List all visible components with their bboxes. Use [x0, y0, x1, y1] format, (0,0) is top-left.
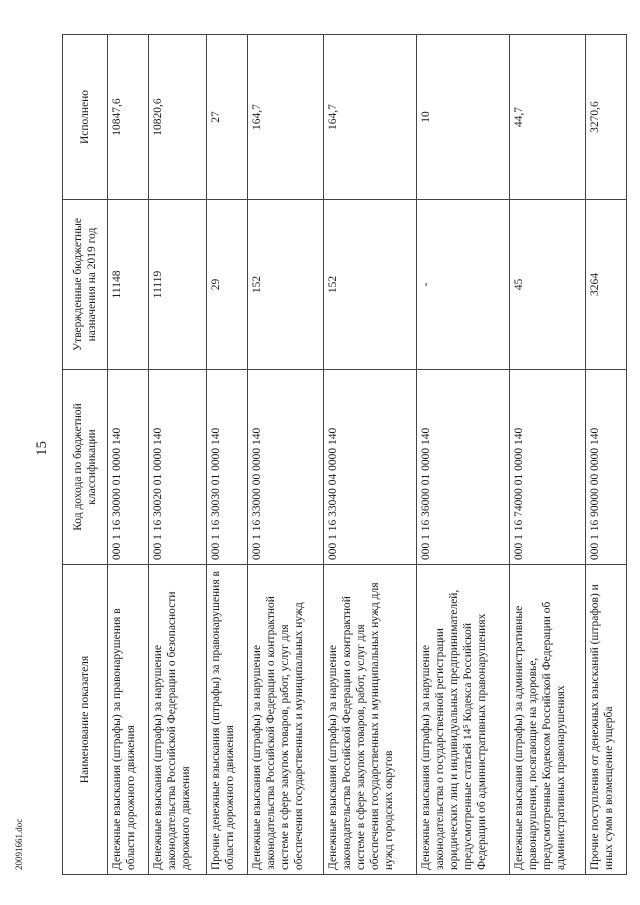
- rotated-page: [62, 35, 627, 875]
- row-executed: 10847,6: [108, 35, 149, 200]
- header-code: Код дохода по бюджетной классификации: [63, 370, 108, 565]
- row-executed: 10: [417, 35, 510, 200]
- table-header-row: [63, 35, 108, 875]
- row-name: Прочие поступления от денежных взысканий (штрафов) и иных сумм в возмещение ущерба: [585, 565, 626, 875]
- row-code: 000 1 16 33040 04 0000 140: [324, 370, 417, 565]
- row-name: Денежные взыскания (штрафы) за нарушение законодательства Российской Федерации о безопасности дорожного движения: [148, 565, 206, 875]
- table-row: [108, 35, 149, 875]
- row-code: 000 1 16 74000 01 0000 140: [510, 370, 586, 565]
- row-code: 000 1 16 30030 01 0000 140: [207, 370, 248, 565]
- row-executed: 44,7: [510, 35, 586, 200]
- table-row: [324, 35, 417, 875]
- table-row: [248, 35, 324, 875]
- header-approved: Утвержденные бюджетные назначения на 2019 год: [63, 200, 108, 370]
- header-name: Наименование показателя: [63, 565, 108, 875]
- row-code: 000 1 16 90000 00 0000 140: [585, 370, 626, 565]
- row-name: Денежные взыскания (штрафы) за административные правонарушения, посягающие на здоровье, предусмотренные Кодексом Российской Федерации об административных правонарушениях: [510, 565, 586, 875]
- table-row: [148, 35, 206, 875]
- row-executed: 164,7: [248, 35, 324, 200]
- row-name: Денежные взыскания (штрафы) за нарушение законодательства Российской Федерации о контрактной системе в сфере закупок товаров, работ, услуг для обеспечения государственных и муниципальных нужд: [248, 565, 324, 875]
- row-approved: 11148: [108, 200, 149, 370]
- row-name: Денежные взыскания (штрафы) за нарушение законодательства о государственной регистрации юридических лиц и индивидуальных предпринимателей, предусмотренные статьей 14⁵ Кодекса Российской Федерации об административных правонарушениях: [417, 565, 510, 875]
- row-approved: -: [417, 200, 510, 370]
- row-approved: 152: [248, 200, 324, 370]
- row-code: 000 1 16 30000 01 0000 140: [108, 370, 149, 565]
- row-approved: 29: [207, 200, 248, 370]
- footer-filename: 20091661.doc: [14, 818, 24, 870]
- row-name: Денежные взыскания (штрафы) за правонарушения в области дорожного движения: [108, 565, 149, 875]
- row-approved: 45: [510, 200, 586, 370]
- row-executed: 164,7: [324, 35, 417, 200]
- row-name: Прочие денежные взыскания (штрафы) за правонарушения в области дорожного движения: [207, 565, 248, 875]
- row-approved: 152: [324, 200, 417, 370]
- row-approved: 3264: [585, 200, 626, 370]
- header-executed: Исполнено: [63, 35, 108, 200]
- row-code: 000 1 16 36000 01 0000 140: [417, 370, 510, 565]
- row-code: 000 1 16 30020 01 0000 140: [148, 370, 206, 565]
- row-name: Денежные взыскания (штрафы) за нарушение законодательства Российской Федерации о контрактной системе в сфере закупок товаров, работ, услуг для обеспечения государственных и муниципальных нужд для нужд городских округов: [324, 565, 417, 875]
- row-executed: 3270,6: [585, 35, 626, 200]
- table-row: [417, 35, 510, 875]
- table-row: [207, 35, 248, 875]
- page-number: 15: [34, 441, 50, 456]
- row-executed: 27: [207, 35, 248, 200]
- row-approved: 11119: [148, 200, 206, 370]
- row-code: 000 1 16 33000 00 0000 140: [248, 370, 324, 565]
- budget-table: [62, 34, 627, 875]
- row-executed: 10820,6: [148, 35, 206, 200]
- table-row: [585, 35, 626, 875]
- table-row: [510, 35, 586, 875]
